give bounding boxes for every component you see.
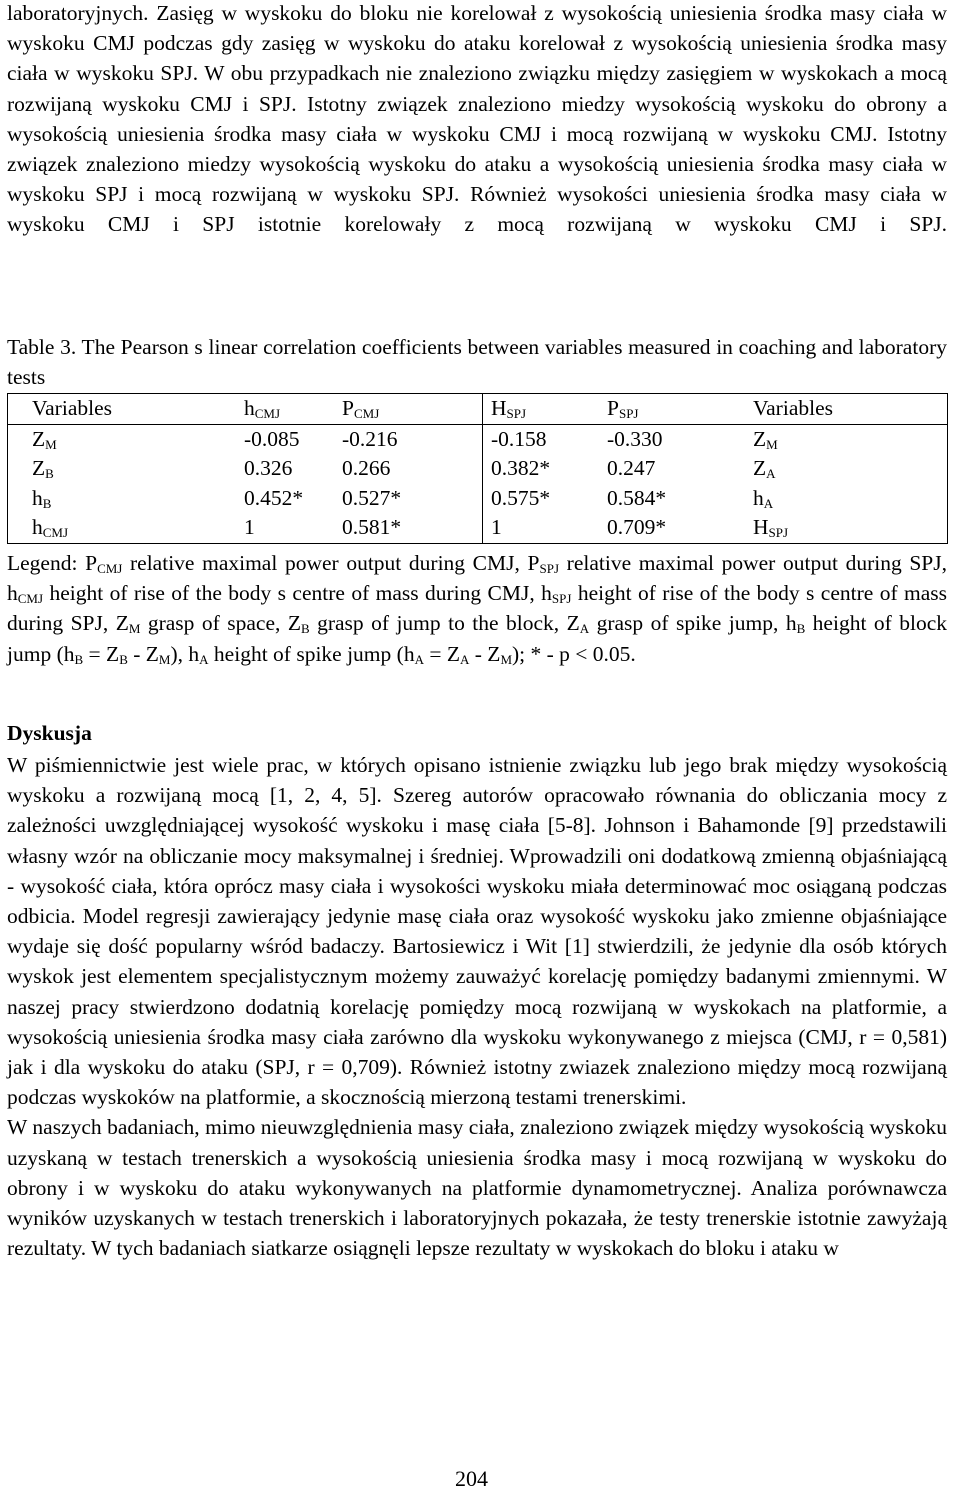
legend-description: relative maximal power output during CMJ,: [122, 551, 528, 575]
row-label-cell: $Z_M$: [8, 424, 245, 454]
row-label-cell: $Z_A$: [747, 454, 948, 484]
legend-symbol: $h_B$: [63, 641, 84, 667]
correlation-table-container: [7, 393, 948, 544]
table-cell: 0.452*: [244, 485, 304, 510]
row-label-cell: $H_{SPJ}$: [747, 513, 948, 543]
table-cell: 0.382*: [483, 454, 608, 484]
row-label-cell: $h_B$: [8, 484, 245, 514]
table-cell: 1: [244, 513, 342, 543]
table-cell: -0.330: [607, 426, 663, 451]
table-row: [8, 484, 948, 514]
legend-description: relative maximal power output during SPJ,: [559, 551, 947, 575]
discussion-body: [7, 750, 947, 1263]
table-legend: [7, 548, 947, 669]
legend-description: -: [469, 641, 488, 666]
header-cell: Variables: [8, 394, 245, 425]
table-cell: 0.266: [342, 456, 391, 480]
legend-description: =: [423, 641, 447, 666]
table-row: [8, 454, 948, 484]
legend-symbol: $h_{SPJ}$: [541, 581, 572, 607]
header-cell: $P_{SPJ}$: [607, 394, 747, 425]
legend-description: height of rise of the body s centre of mass during SPJ,: [7, 581, 947, 636]
legend-label: Legend:: [7, 551, 86, 575]
legend-symbol: $h_A$: [403, 641, 424, 667]
legend-description: height of block jump (: [7, 611, 948, 666]
page-number: 204: [455, 1466, 488, 1491]
table-caption: Table 3. The Pearson s linear correlation coefficients between variables measured in coaching and laboratory tests: [7, 335, 947, 390]
row-label-cell: $Z_M$: [747, 424, 948, 454]
header-cell: $H_{SPJ}$: [483, 394, 608, 425]
header-cell: Variables: [747, 394, 948, 425]
table-row: [8, 424, 948, 454]
legend-symbol: $Z_M$: [487, 641, 512, 667]
table-cell: 0.575*: [483, 484, 608, 514]
legend-description: grasp of space,: [140, 611, 288, 636]
legend-description: ),: [170, 641, 189, 666]
table-cell: 0.709*: [607, 513, 747, 543]
legend-description: grasp of spike jump,: [589, 611, 786, 636]
legend-symbol: $Z_A$: [566, 611, 590, 637]
header-cell: $P_{CMJ}$: [342, 394, 483, 425]
legend-description: -: [127, 641, 146, 666]
table-cell: -0.158: [483, 424, 608, 454]
legend-symbol: $h_A$: [188, 641, 209, 667]
table-cell: 0.584*: [607, 485, 667, 510]
row-label-cell: $Z_B$: [8, 454, 245, 484]
table-cell: 0.247: [607, 456, 656, 480]
table-cell: -0.216: [342, 426, 398, 451]
table-cell: 0.581*: [342, 513, 483, 543]
legend-symbol: $h_B$: [785, 611, 806, 637]
intro-paragraph: laboratoryjnych. Zasięg w wyskoku do bloku nie korelował z wysokością uniesienia środka masy ciała w wyskoku CMJ podczas gdy zasięg w wyskoku do ataku korelował z wysokością uniesienia środka masy ciała w wyskoku SPJ. W obu przypadkach nie znaleziono związku między zasięgiem w wyskokach a mocą rozwijaną wyskoku CMJ i SPJ. Istotny związek znaleziono miedzy wysokością wyskoku do obrony a wysokością uniesienia środka masy ciała w wyskoku CMJ i mocą rozwijaną w wyskoku CMJ. Istotny związek znaleziono miedzy wysokością wyskoku do ataku a wysokością uniesienia środka masy ciała w wyskoku SPJ i mocą rozwijaną w wyskoku SPJ. Również wysokości uniesienia środka masy ciała w wyskoku CMJ i SPJ istotnie korelowały z mocą rozwijaną w wyskoku CMJ i SPJ.: [7, 1, 947, 237]
table-row: [8, 513, 948, 543]
legend-items: [7, 551, 947, 666]
table-cell: 1: [483, 513, 608, 543]
legend-symbol: $P_{SPJ}$: [527, 551, 560, 576]
section-heading: Dyskusja: [7, 721, 92, 745]
table-cell: 0.527*: [342, 485, 402, 510]
legend-symbol: $Z_M$: [145, 641, 171, 667]
correlation-table: [7, 393, 948, 544]
legend-description: height of rise of the body s centre of mass during CMJ,: [43, 581, 542, 606]
header-cell: $h_{CMJ}$: [244, 394, 342, 425]
table-header-row: [8, 394, 948, 425]
legend-symbol: $Z_B$: [106, 641, 128, 667]
table-cell: -0.085: [244, 426, 300, 451]
discussion-paragraph: W piśmiennictwie jest wiele prac, w których opisano istnienie związku lub jego brak między wysokością wyskoku a rozwijaną mocą [1, 2, 4, 5]. Szereg autorów opracowało równania do obliczania mocy z zależności uwzględniającej wysokość wyskoku i masę ciała [5-8]. Johnson i Bahamonde [9] przedstawili własny wzór na obliczanie mocy maksymalnej i średniej. Wprowadzili oni dodatkową zmienną objaśniającą - wysokość ciała, która oprócz masy ciała i wysokości wyskoku miała determinować moc osiąganą podczas odbicia. Model regresji zawierający jedynie masę ciała oraz wysokość wyskoku jako zmienne objaśniające wydaje się dość popularny wśród badaczy. Bartosiewicz i Wit [1] stwierdzili, że jedynie dla osób których wyskok jest elementem specjalistycznym możemy zauważyć korelację pomiędzy badanymi zmiennymi. W naszej pracy stwierdzono dodatnią korelację pomiędzy mocą rozwijaną w wyskokach na platformie, a wysokością uniesienia środka masy ciała zarówno dla wyskoku wykonywanego z miejsca (CMJ, r = 0,581) jak i dla wyskoku do ataku (SPJ, r = 0,709). Również istotny zwiazek znaleziono między mocą rozwijaną podczas wyskoków na platformie, a skocznością mierzoną testami trenerskimi.: [7, 753, 947, 1110]
discussion-paragraph: W naszych badaniach, mimo nieuwzględnienia masy ciała, znaleziono związek między wysokością wyskoku uzyskaną w testach trenerskich a wysokością uniesienia środka masy i mocą rozwijaną w wyskoku do obrony i w wyskoku do ataku wykonywanych na platformie dynamometrycznej. Analiza porównawcza wyników uzyskanych w testach trenerskich i laboratoryjnych pokazała, że testy trenerskie istotnie zawyżają rezultaty. W tych badaniach siatkarze osiągnęli lepsze rezultaty w wyskokach do bloku i ataku w: [7, 1115, 947, 1261]
legend-symbol: $Z_B$: [287, 611, 310, 637]
table-cell: 0.326: [244, 456, 293, 480]
row-label-cell: $h_{CMJ}$: [8, 513, 245, 543]
legend-symbol: $Z_M$: [115, 611, 141, 637]
legend-description: height of spike jump (: [208, 641, 404, 666]
legend-symbol: $P_{CMJ}$: [85, 551, 123, 576]
row-label-cell: $h_A$: [747, 484, 948, 514]
legend-symbol: $h_{CMJ}$: [7, 581, 44, 607]
legend-symbol: $Z_A$: [446, 641, 470, 667]
legend-description: ); * - p < 0.05.: [512, 641, 636, 666]
legend-description: =: [83, 641, 107, 666]
legend-description: grasp of jump to the block,: [309, 611, 567, 636]
